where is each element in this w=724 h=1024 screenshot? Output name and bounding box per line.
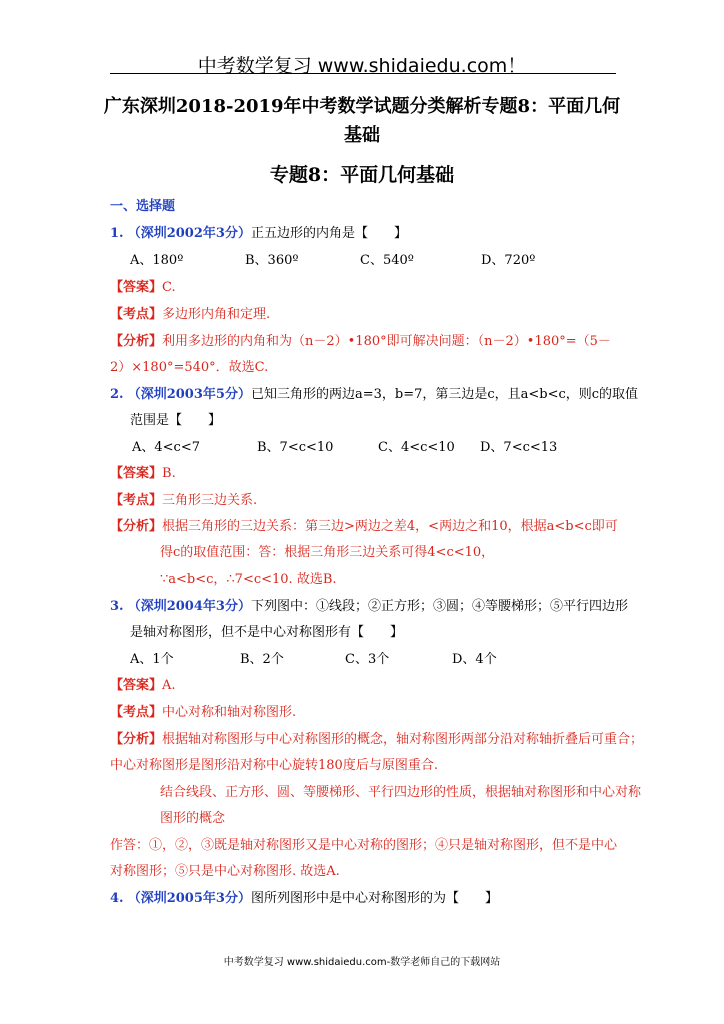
q3-text-line2: 是轴对称图形，但不是中心对称图形有【 】 xyxy=(130,625,404,640)
q1-option-a: A、180º xyxy=(130,253,184,268)
q2-point xyxy=(110,493,257,509)
q2-source: （深圳2003年5分） xyxy=(127,387,251,402)
q3-analysis-line3: 结合线段、正方形、圆、等腰梯形、平行四边形的性质，根据轴对称图形和中心对称 xyxy=(160,785,642,800)
q2-number: 2. xyxy=(110,387,124,402)
doc-title-line2: 基础 xyxy=(344,125,380,146)
q1-answer-tag: 【答案】 xyxy=(110,280,163,295)
q1-option-c: C、540º xyxy=(360,253,414,268)
q1-stem xyxy=(110,226,407,242)
q1-number: 1. xyxy=(110,226,124,241)
q3-option-c: C、3个 xyxy=(345,652,390,667)
q3-answer-tag: 【答案】 xyxy=(110,678,163,693)
q1-text: 正五边形的内角是【 】 xyxy=(250,226,407,241)
q1-analysis xyxy=(110,334,611,350)
q3-answer xyxy=(110,678,176,694)
q2-option-b: B、7<c<10 xyxy=(257,440,334,455)
doc-title-line1: 广东深圳2018-2019年中考数学试题分类解析专题8：平面几何 xyxy=(103,96,621,117)
q3-analysis xyxy=(110,732,643,748)
page-footer: 中考数学复习 www.shidaiedu.com-数学老师自己的下载网站 xyxy=(223,957,501,968)
q3-analysis-line1: 根据轴对称图形与中心对称图形的概念，轴对称图形两部分沿对称轴折叠后可重合； xyxy=(162,732,644,747)
q2-text-line2: 范围是【 】 xyxy=(130,413,222,428)
section-heading: 一、选择题 xyxy=(110,199,176,214)
q3-analysis-line2: 中心对称图形是图形沿对称中心旋转180度后与原图重合. xyxy=(110,758,438,773)
header-rule xyxy=(110,73,616,74)
q1-answer xyxy=(110,280,176,296)
q3-analysis-line5: 作答：①，②，③既是轴对称图形又是中心对称的图形；④只是轴对称图形，但不是中心 xyxy=(110,838,618,853)
q3-analysis-line6: 对称图形；⑤只是中心对称图形. 故选A. xyxy=(110,864,340,879)
page-header: 中考数学复习 www.shidaiedu.com！ xyxy=(197,55,527,77)
q2-analysis xyxy=(110,519,618,535)
q1-analysis-line2: 2）×180°=540°．故选C. xyxy=(110,360,269,375)
q2-option-c: C、4<c<10 xyxy=(378,440,455,455)
q1-source: （深圳2002年3分） xyxy=(127,226,251,241)
q2-stem xyxy=(110,387,638,403)
q2-answer xyxy=(110,466,176,482)
q4-stem xyxy=(110,891,498,907)
q1-option-b: B、360º xyxy=(245,253,299,268)
q3-text-line1: 下列图中：①线段；②正方形；③圆；④等腰梯形；⑤平行四边形 xyxy=(250,599,628,614)
q1-point-tag: 【考点】 xyxy=(110,307,163,322)
q3-analysis-line4: 图形的概念 xyxy=(160,811,226,826)
q3-point-tag: 【考点】 xyxy=(110,705,163,720)
q2-answer-value: B. xyxy=(162,466,176,481)
q1-option-d: D、720º xyxy=(481,253,536,268)
q2-analysis-line2: 得c的取值范围：答：根据三角形三边关系可得4<c<10， xyxy=(160,545,495,560)
q3-point xyxy=(110,705,296,721)
q1-point-text: 多边形内角和定理. xyxy=(162,307,271,322)
q3-option-a: A、1个 xyxy=(130,652,174,667)
q1-analysis-tag: 【分析】 xyxy=(110,334,163,349)
q1-answer-value: C. xyxy=(162,280,176,295)
q2-point-tag: 【考点】 xyxy=(110,493,163,508)
q2-point-text: 三角形三边关系. xyxy=(162,493,258,508)
q4-text: 图所列图形中是中心对称图形的为【 】 xyxy=(250,891,498,906)
q4-source: （深圳2005年3分） xyxy=(127,891,251,906)
q3-source: （深圳2004年3分） xyxy=(127,599,251,614)
doc-subtitle: 专题8：平面几何基础 xyxy=(269,164,455,186)
q3-analysis-tag: 【分析】 xyxy=(110,732,163,747)
q1-analysis-line1: 利用多边形的内角和为（n－2）•180°即可解决问题：（n－2）•180°=（5－ xyxy=(162,334,611,349)
q3-stem xyxy=(110,599,628,615)
q2-text-line1: 已知三角形的两边a=3，b=7，第三边是c，且a<b<c，则c的取值 xyxy=(250,387,639,402)
q3-option-b: B、2个 xyxy=(240,652,284,667)
q2-analysis-line3: ∵a<b<c，∴7<c<10. 故选B. xyxy=(160,572,337,587)
q1-point xyxy=(110,307,270,323)
q2-answer-tag: 【答案】 xyxy=(110,466,163,481)
q2-option-a: A、4<c<7 xyxy=(132,440,200,455)
q2-analysis-line1: 根据三角形的三边关系：第三边>两边之差4，<两边之和10，根据a<b<c即可 xyxy=(162,519,618,534)
q3-answer-value: A. xyxy=(162,678,176,693)
q3-point-text: 中心对称和轴对称图形. xyxy=(162,705,297,720)
q2-option-d: D、7<c<13 xyxy=(480,440,558,455)
q4-number: 4. xyxy=(110,891,124,906)
q3-option-d: D、4个 xyxy=(452,652,497,667)
q2-analysis-tag: 【分析】 xyxy=(110,519,163,534)
q3-number: 3. xyxy=(110,599,124,614)
